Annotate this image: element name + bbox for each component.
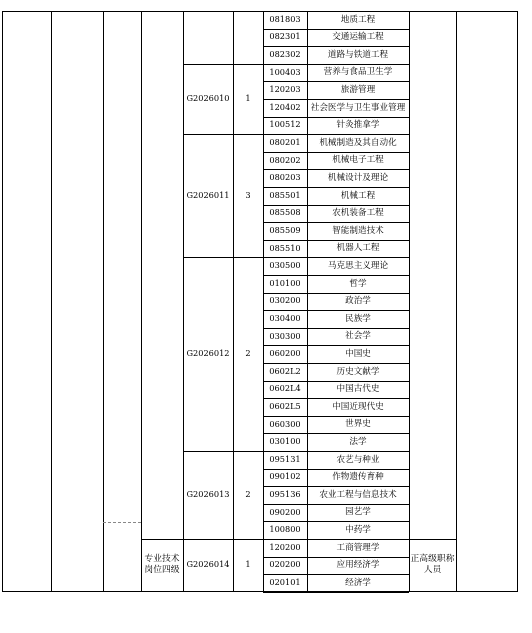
- major-name: 社会学: [345, 331, 371, 342]
- hire-count: 2: [245, 489, 251, 500]
- title-requirement: 正高级职称人员: [410, 553, 455, 576]
- row-divider: [263, 592, 409, 593]
- major-name: 农业工程与信息技术: [319, 489, 397, 500]
- major-code: 120203: [269, 84, 301, 95]
- major-name: 机械制造及其自动化: [319, 137, 397, 148]
- major-name: 社会医学与卫生事业管理: [310, 102, 406, 113]
- major-name: 机械设计及理论: [327, 173, 389, 184]
- major-name: 中国古代史: [336, 384, 380, 395]
- major-code: 060200: [269, 348, 301, 359]
- position-code: G2026010: [186, 93, 230, 104]
- major-code: 085501: [269, 189, 301, 200]
- hire-count: 2: [245, 348, 251, 359]
- major-code: 030300: [269, 330, 301, 341]
- major-code: 060300: [269, 418, 301, 429]
- major-name: 政治学: [345, 296, 371, 307]
- major-code: 100800: [269, 524, 301, 535]
- major-name: 世界史: [345, 419, 371, 430]
- major-name: 机器人工程: [336, 243, 380, 254]
- major-code: 085510: [269, 242, 301, 253]
- major-code: 120402: [269, 101, 301, 112]
- major-name: 道路与铁道工程: [327, 49, 389, 60]
- major-name: 智能制造技术: [332, 225, 384, 236]
- section-divider: [409, 539, 456, 540]
- major-code: 030500: [269, 260, 301, 271]
- position-code: G2026013: [186, 489, 230, 500]
- hire-count: 1: [245, 559, 251, 570]
- position-code: G2026012: [186, 348, 230, 359]
- major-name: 哲学: [349, 278, 367, 289]
- column-divider: [51, 11, 52, 592]
- major-code: 080203: [269, 172, 301, 183]
- major-code: 0602L4: [269, 383, 301, 394]
- major-name: 针灸推拿学: [336, 120, 380, 131]
- major-name: 应用经济学: [336, 560, 380, 571]
- major-code: 120200: [269, 541, 301, 552]
- major-name: 农机装备工程: [332, 208, 384, 219]
- column-divider: [456, 11, 457, 592]
- major-name: 地质工程: [340, 14, 376, 25]
- major-code: 082301: [269, 31, 301, 42]
- dashed-divider: [103, 522, 141, 523]
- major-code: 085508: [269, 207, 301, 218]
- major-code: 030400: [269, 313, 301, 324]
- major-name: 机械电子工程: [332, 155, 384, 166]
- major-name: 中国近现代史: [332, 401, 384, 412]
- major-name: 交通运输工程: [332, 32, 384, 43]
- hire-count: 1: [245, 93, 251, 104]
- column-divider: [141, 11, 142, 592]
- major-code: 010100: [269, 277, 301, 288]
- position-code: G2026011: [186, 189, 230, 200]
- major-name: 园艺学: [345, 507, 371, 518]
- major-name: 旅游管理: [340, 85, 376, 96]
- major-name: 农艺与种业: [336, 454, 380, 465]
- hire-count: 3: [245, 189, 251, 200]
- major-code: 020101: [269, 577, 301, 588]
- major-name: 民族学: [345, 313, 371, 324]
- major-code: 090200: [269, 506, 301, 517]
- major-code: 095136: [269, 489, 301, 500]
- major-code: 100512: [269, 119, 301, 130]
- major-code: 082302: [269, 49, 301, 60]
- column-divider: [409, 11, 410, 592]
- major-code: 0602L2: [269, 365, 301, 376]
- major-code: 090102: [269, 471, 301, 482]
- major-code: 030100: [269, 436, 301, 447]
- major-code: 100403: [269, 66, 301, 77]
- major-name: 营养与食品卫生学: [323, 67, 393, 78]
- major-code: 020200: [269, 559, 301, 570]
- major-name: 工商管理学: [336, 542, 380, 553]
- section-divider: [141, 539, 183, 540]
- major-name: 中国史: [345, 349, 371, 360]
- major-name: 历史文献学: [336, 366, 380, 377]
- major-name: 法学: [349, 437, 367, 448]
- major-code: 080202: [269, 154, 301, 165]
- column-divider: [103, 11, 104, 592]
- major-code: 080201: [269, 137, 301, 148]
- major-name: 马克思主义理论: [327, 261, 389, 272]
- major-code: 085509: [269, 225, 301, 236]
- major-code: 081803: [269, 13, 301, 24]
- major-name: 中药学: [345, 525, 371, 536]
- major-code: 0602L5: [269, 401, 301, 412]
- major-name: 作物遗传育种: [332, 472, 384, 483]
- major-code: 030200: [269, 295, 301, 306]
- position-code: G2026014: [186, 559, 230, 570]
- major-name: 经济学: [345, 577, 371, 588]
- major-code: 095131: [269, 453, 301, 464]
- post-level: 专业技术岗位四级: [144, 553, 180, 576]
- major-name: 机械工程: [340, 190, 376, 201]
